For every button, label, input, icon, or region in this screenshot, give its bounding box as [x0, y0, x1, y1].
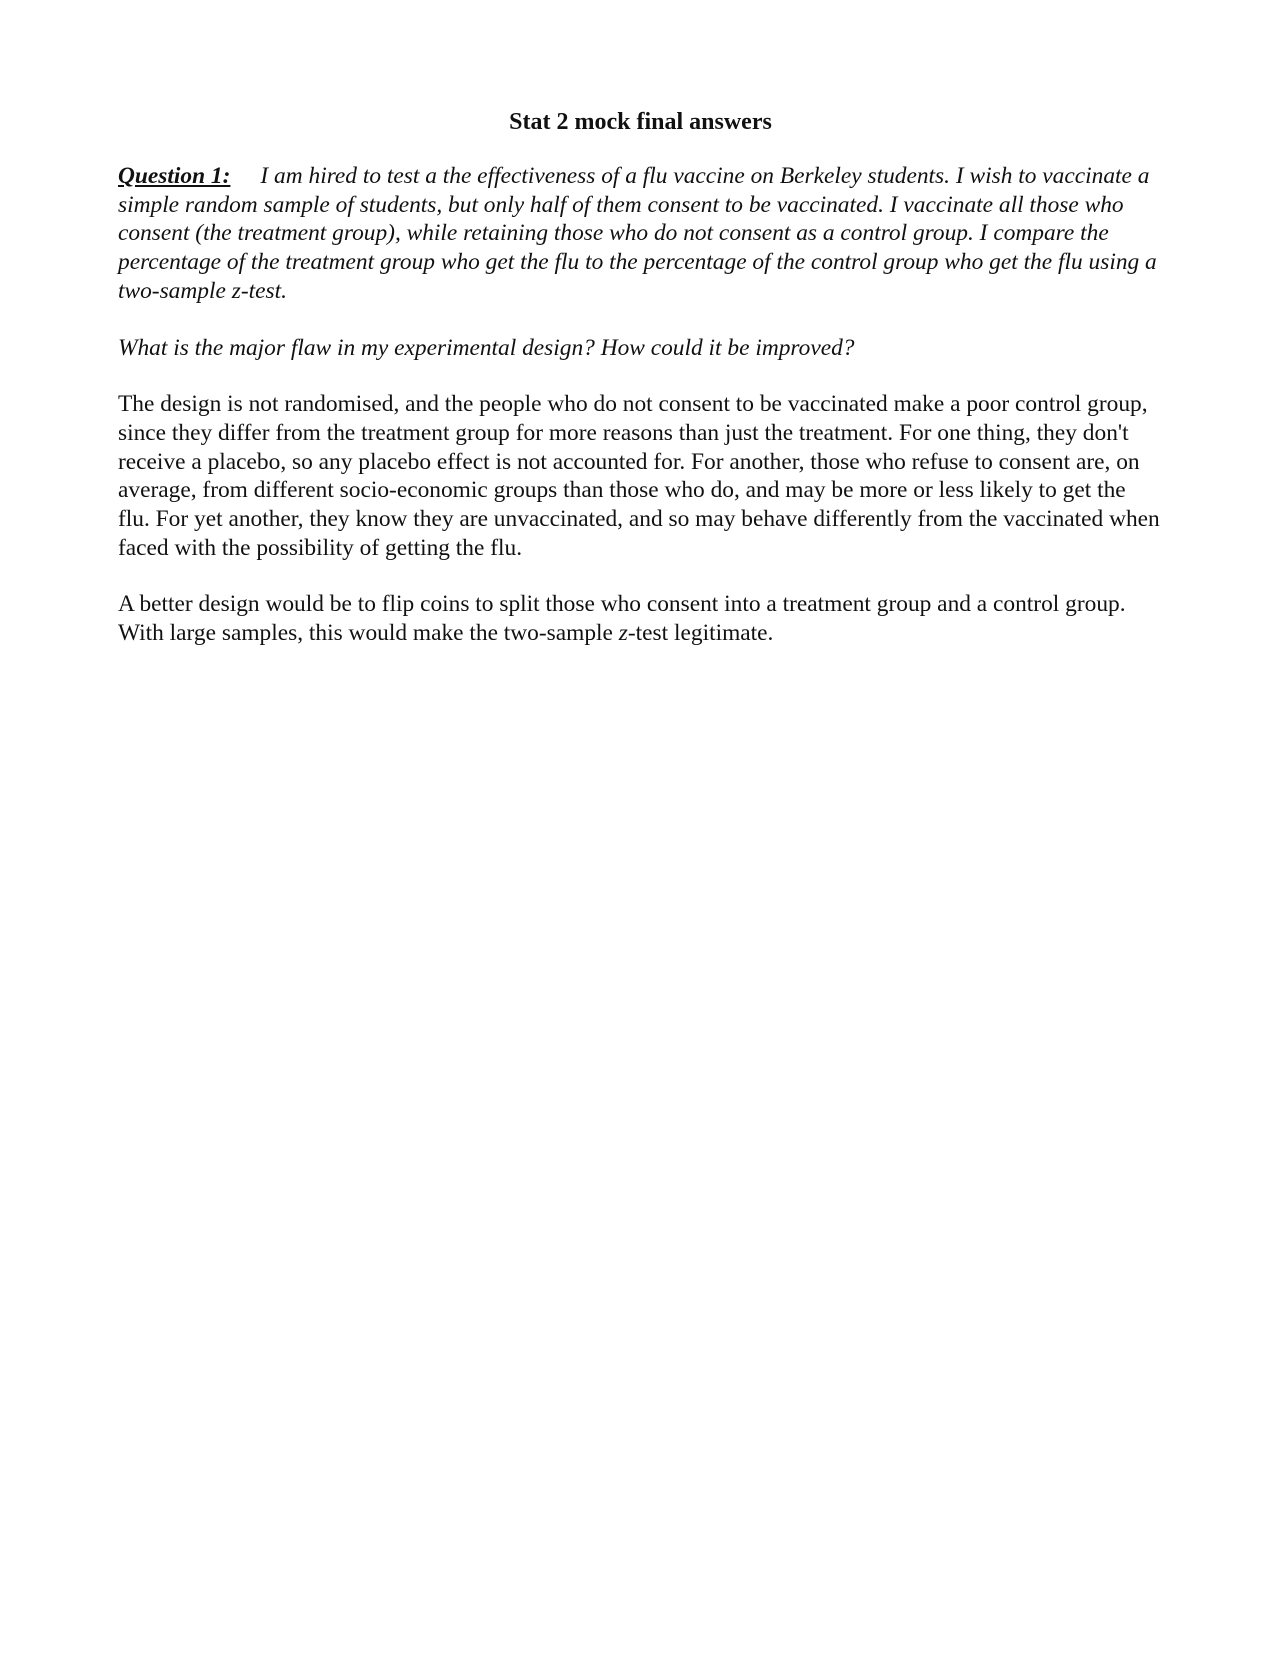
question-text-b: -test.	[240, 277, 287, 304]
answer-paragraph-1: The design is not randomised, and the people who do not consent to be vaccinated make a poor control group, since they differ from the treatment group for more reasons than just the treatment. For one thing, they don't receive a placebo, so any placebo effect is not accounted for. For another, those who refuse to consent are, on average, from different socio-economic groups than those who do, and may be more or less likely to get the flu. For yet another, they know they are unvaccinated, and so may behave differently from the vaccinated when faced with the possibility of getting the flu.	[118, 391, 1160, 561]
page-title: Stat 2 mock final answers	[509, 109, 772, 135]
question-z-symbol: z	[231, 277, 241, 304]
question-prompt: What is the major flaw in my experimental design? How could it be improved?	[118, 334, 855, 361]
document-body	[118, 108, 1163, 676]
question-1	[118, 162, 1163, 306]
answer-2-text-a: A better design would be to flip coins to split those who consent into a treatment group and a control group. With large samples, this would make the two-sample	[118, 591, 1126, 647]
answer-2-text-b: -test legitimate.	[627, 620, 774, 647]
question-label: Question 1:	[118, 163, 231, 189]
answer-paragraph-2	[118, 590, 1163, 647]
answer-2-z-symbol: z	[618, 620, 628, 647]
question-text-a: I am hired to test a the effectiveness of a flu vaccine on Berkeley students. I wish to vaccinate a simple random sample of students, but only half of them consent to be vaccinated. I vaccinate all those who consent (the treatment group), while retaining those who do not consent as a control group. I compare the percentage of the treatment group who get the flu to the percentage of the control group who get the flu using a two-sample	[118, 163, 1157, 304]
